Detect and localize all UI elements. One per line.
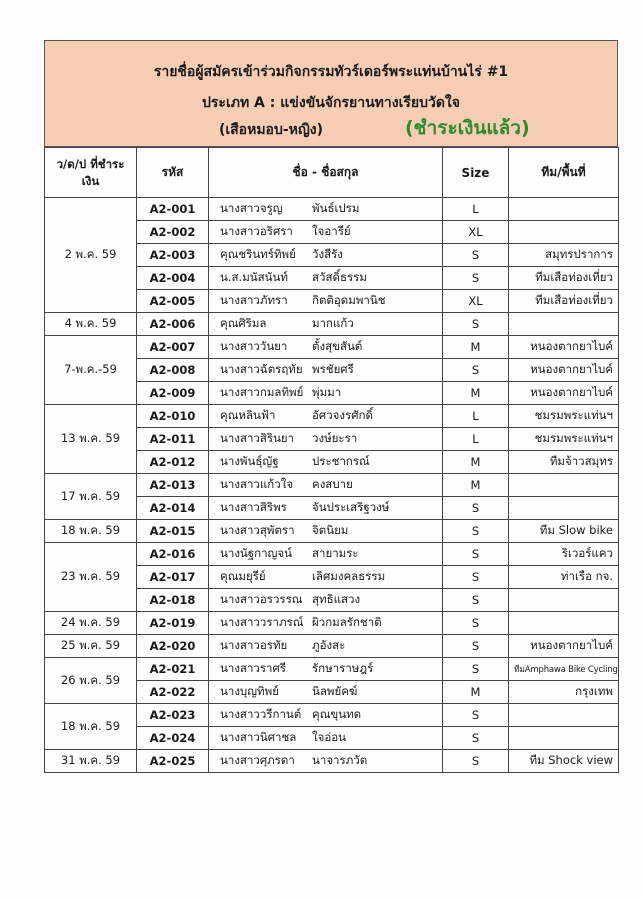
code-cell: A2-019 [137, 612, 209, 635]
team-cell: ทีมAmphawa Bike Cycling [509, 658, 619, 681]
size-cell: S [443, 244, 509, 267]
name-cell [209, 198, 443, 221]
size-cell: S [443, 612, 509, 635]
team-cell: ชมรมพระแท่นฯ [509, 405, 619, 428]
page-title: รายชื่อผู้สมัครเข้าร่วมกิจกรรมทัวร์เดอร์พระแท่นบ้านไร่ #1 [153, 64, 509, 80]
payment-date-cell: 4 พ.ค. 59 [45, 313, 137, 336]
first-name: น.ส.มนัสนันท์ [220, 270, 288, 284]
first-name: คุณมยุรีย์ [220, 569, 266, 583]
first-name: นางสาวสิรินยา [220, 431, 295, 445]
payment-date-cell: 7-พ.ค.-59 [45, 336, 137, 405]
code-cell: A2-012 [137, 451, 209, 474]
first-name: นางสาววราภรณ์ [220, 615, 304, 629]
table-row [45, 336, 619, 359]
last-name: วงษ์ยะรา [312, 431, 358, 445]
table-row [45, 612, 619, 635]
team-cell: ทีมเสือท่องเที่ยว [509, 267, 619, 290]
name-cell [209, 727, 443, 750]
first-name: นางสาวสุพัตรา [220, 523, 295, 537]
name-cell [209, 290, 443, 313]
team-cell: หนองตากยาไบค์ [509, 336, 619, 359]
size-cell: S [443, 727, 509, 750]
payment-date-cell: 18 พ.ค. 59 [45, 704, 137, 750]
column-header-name: ชื่อ - ชื่อสกุล [209, 148, 443, 198]
size-cell: S [443, 497, 509, 520]
team-cell: หนองตากยาไบค์ [509, 635, 619, 658]
first-name: นางสาววรีกานต์ [220, 707, 302, 721]
last-name: ผิวกมลรักชาติ [312, 615, 382, 629]
last-name: นาจารภวัต [312, 753, 368, 767]
last-name: วังสีรัง [312, 247, 343, 261]
table-row [45, 198, 619, 221]
document-header [44, 40, 618, 147]
code-cell: A2-006 [137, 313, 209, 336]
code-cell: A2-024 [137, 727, 209, 750]
code-cell: A2-017 [137, 566, 209, 589]
size-cell: M [443, 451, 509, 474]
code-cell: A2-022 [137, 681, 209, 704]
name-cell [209, 520, 443, 543]
code-cell: A2-013 [137, 474, 209, 497]
size-cell: M [443, 474, 509, 497]
last-name: สายามระ [312, 546, 359, 560]
first-name: นางสาวสิริพร [220, 500, 287, 514]
size-cell: S [443, 658, 509, 681]
first-name: นางสาวกมลทิพย์ [220, 385, 304, 399]
size-cell: S [443, 267, 509, 290]
name-cell [209, 612, 443, 635]
payment-date-cell: 25 พ.ค. 59 [45, 635, 137, 658]
size-cell: S [443, 359, 509, 382]
team-cell [509, 727, 619, 750]
code-cell: A2-008 [137, 359, 209, 382]
column-header-team: ทีม/พื้นที่ [509, 148, 619, 198]
last-name: ตั้งสุขสันต์ [312, 339, 363, 353]
name-cell [209, 704, 443, 727]
name-cell [209, 566, 443, 589]
code-cell: A2-025 [137, 750, 209, 773]
code-cell: A2-021 [137, 658, 209, 681]
first-name: นางสาวภัทรา [220, 293, 288, 307]
size-cell: S [443, 750, 509, 773]
team-cell: หนองตากยาไบค์ [509, 359, 619, 382]
size-cell: L [443, 405, 509, 428]
code-cell: A2-018 [137, 589, 209, 612]
last-name: สุทธิแสวง [312, 592, 361, 606]
table-row [45, 750, 619, 773]
last-name: รักษาราษฎร์ [312, 661, 374, 675]
last-name: พันธ์เปรม [312, 201, 360, 215]
last-name: มากแก้ว [312, 316, 354, 330]
name-cell [209, 382, 443, 405]
size-cell: S [443, 313, 509, 336]
last-name: อัศวจงรศักดิ์ [312, 408, 373, 422]
team-cell [509, 612, 619, 635]
team-cell: หนองตากยาไบค์ [509, 382, 619, 405]
last-name: จันประเสริฐวงษ์ [312, 500, 390, 514]
name-cell [209, 359, 443, 382]
name-cell [209, 474, 443, 497]
first-name: คุณศิริมล [220, 316, 267, 330]
last-name: จิตนิยม [312, 523, 349, 537]
last-name: สวัสดิ์ธรรม [312, 270, 367, 284]
team-cell [509, 221, 619, 244]
column-header-size: Size [443, 148, 509, 198]
payment-date-cell: 23 พ.ค. 59 [45, 543, 137, 612]
last-name: กิตติอุดมพานิช [312, 293, 386, 307]
team-cell [509, 497, 619, 520]
size-cell: S [443, 520, 509, 543]
size-cell: L [443, 198, 509, 221]
name-cell [209, 336, 443, 359]
last-name: นิลพยัคฆ์ [312, 684, 358, 698]
first-name: นางสาวอรวรรณ [220, 592, 303, 606]
table-body [45, 198, 619, 773]
code-cell: A2-014 [137, 497, 209, 520]
size-cell: M [443, 336, 509, 359]
first-name: นางสาวนิศาชล [220, 730, 297, 744]
team-cell [509, 474, 619, 497]
payment-date-cell: 2 พ.ค. 59 [45, 198, 137, 313]
subcategory-line [45, 119, 617, 141]
name-cell [209, 244, 443, 267]
size-cell: L [443, 428, 509, 451]
code-cell: A2-020 [137, 635, 209, 658]
first-name: นางสาวแก้วใจ [220, 477, 294, 491]
payment-date-cell: 13 พ.ค. 59 [45, 405, 137, 474]
name-cell [209, 658, 443, 681]
size-cell: M [443, 681, 509, 704]
name-cell [209, 750, 443, 773]
column-header-code: รหัส [137, 148, 209, 198]
code-cell: A2-023 [137, 704, 209, 727]
first-name: นางสาววันยา [220, 339, 288, 353]
payment-date-cell: 26 พ.ค. 59 [45, 658, 137, 704]
name-cell [209, 681, 443, 704]
last-name: คุณขุนทด [312, 707, 362, 721]
code-cell: A2-009 [137, 382, 209, 405]
last-name: พรชัยศรี [312, 362, 354, 376]
paid-stamp: (ชำระเงินแล้ว) [405, 117, 530, 139]
first-name: นางนัฐกาญจน์ [220, 546, 292, 560]
size-cell: S [443, 543, 509, 566]
last-name: คงสบาย [312, 477, 353, 491]
name-cell [209, 221, 443, 244]
size-cell: XL [443, 221, 509, 244]
last-name: ใจอ่อน [312, 730, 347, 744]
first-name: นางสาวจรูญ [220, 201, 283, 215]
team-cell: ทีมจ้าวสมุทร [509, 451, 619, 474]
name-cell [209, 589, 443, 612]
table-row [45, 313, 619, 336]
name-cell [209, 635, 443, 658]
team-cell [509, 589, 619, 612]
name-cell [209, 543, 443, 566]
team-cell: ท่าเรือ กจ. [509, 566, 619, 589]
payment-date-cell: 17 พ.ค. 59 [45, 474, 137, 520]
table-header-row [45, 148, 619, 198]
table-row [45, 474, 619, 497]
code-cell: A2-001 [137, 198, 209, 221]
code-cell: A2-007 [137, 336, 209, 359]
table-row [45, 704, 619, 727]
last-name: พุ่มมา [312, 385, 342, 399]
name-cell [209, 451, 443, 474]
name-cell [209, 497, 443, 520]
first-name: นางบุญทิพย์ [220, 684, 279, 698]
name-cell [209, 428, 443, 451]
code-cell: A2-011 [137, 428, 209, 451]
size-cell: M [443, 382, 509, 405]
code-cell: A2-003 [137, 244, 209, 267]
team-cell: กรุงเทพ [509, 681, 619, 704]
category-title: ประเภท A : แข่งขันจักรยานทางเรียบวัดใจ [202, 95, 460, 111]
size-cell: S [443, 704, 509, 727]
column-header-date: ว/ด/ป ที่ชำระเงิน [45, 148, 137, 198]
last-name: ภูอังสะ [312, 638, 346, 652]
team-cell [509, 198, 619, 221]
code-cell: A2-016 [137, 543, 209, 566]
size-cell: S [443, 635, 509, 658]
name-cell [209, 405, 443, 428]
team-cell: ทีมเสือท่องเที่ยว [509, 290, 619, 313]
first-name: คุณหลินฟ้า [220, 408, 276, 422]
team-cell [509, 704, 619, 727]
table-row [45, 635, 619, 658]
name-cell [209, 313, 443, 336]
first-name: นางสาวอรทัย [220, 638, 288, 652]
first-name: คุณชรินทร์ทิพย์ [220, 247, 296, 261]
table-row [45, 520, 619, 543]
team-cell: ทีม Slow bike [509, 520, 619, 543]
team-cell: ชมรมพระแท่นฯ [509, 428, 619, 451]
code-cell: A2-005 [137, 290, 209, 313]
table-row [45, 405, 619, 428]
code-cell: A2-002 [137, 221, 209, 244]
first-name: นางสาวฉัตรฤทัย [220, 362, 303, 376]
team-cell [509, 313, 619, 336]
first-name: นางสาวศุภรดา [220, 753, 295, 767]
first-name: นางพันธุ์ญัฐ [220, 454, 279, 468]
team-cell: ริเวอร์แคว [509, 543, 619, 566]
name-cell [209, 267, 443, 290]
first-name: นางสาวราศรี [220, 661, 286, 675]
registrant-table [44, 147, 619, 773]
last-name: ใจอารีย์ [312, 224, 351, 238]
payment-date-cell: 31 พ.ค. 59 [45, 750, 137, 773]
code-cell: A2-010 [137, 405, 209, 428]
table-row [45, 658, 619, 681]
code-cell: A2-015 [137, 520, 209, 543]
size-cell: S [443, 566, 509, 589]
last-name: เลิศมงคลธรรม [312, 569, 386, 583]
code-cell: A2-004 [137, 267, 209, 290]
last-name: ประชากรณ์ [312, 454, 370, 468]
team-cell: ทีม Shock view [509, 750, 619, 773]
subcategory-label: (เสือหมอบ-หญิง) [218, 122, 324, 138]
first-name: นางสาวอริศรา [220, 224, 293, 238]
team-cell: สมุทรปราการ [509, 244, 619, 267]
size-cell: S [443, 589, 509, 612]
payment-date-cell: 24 พ.ค. 59 [45, 612, 137, 635]
payment-date-cell: 18 พ.ค. 59 [45, 520, 137, 543]
size-cell: XL [443, 290, 509, 313]
table-row [45, 543, 619, 566]
